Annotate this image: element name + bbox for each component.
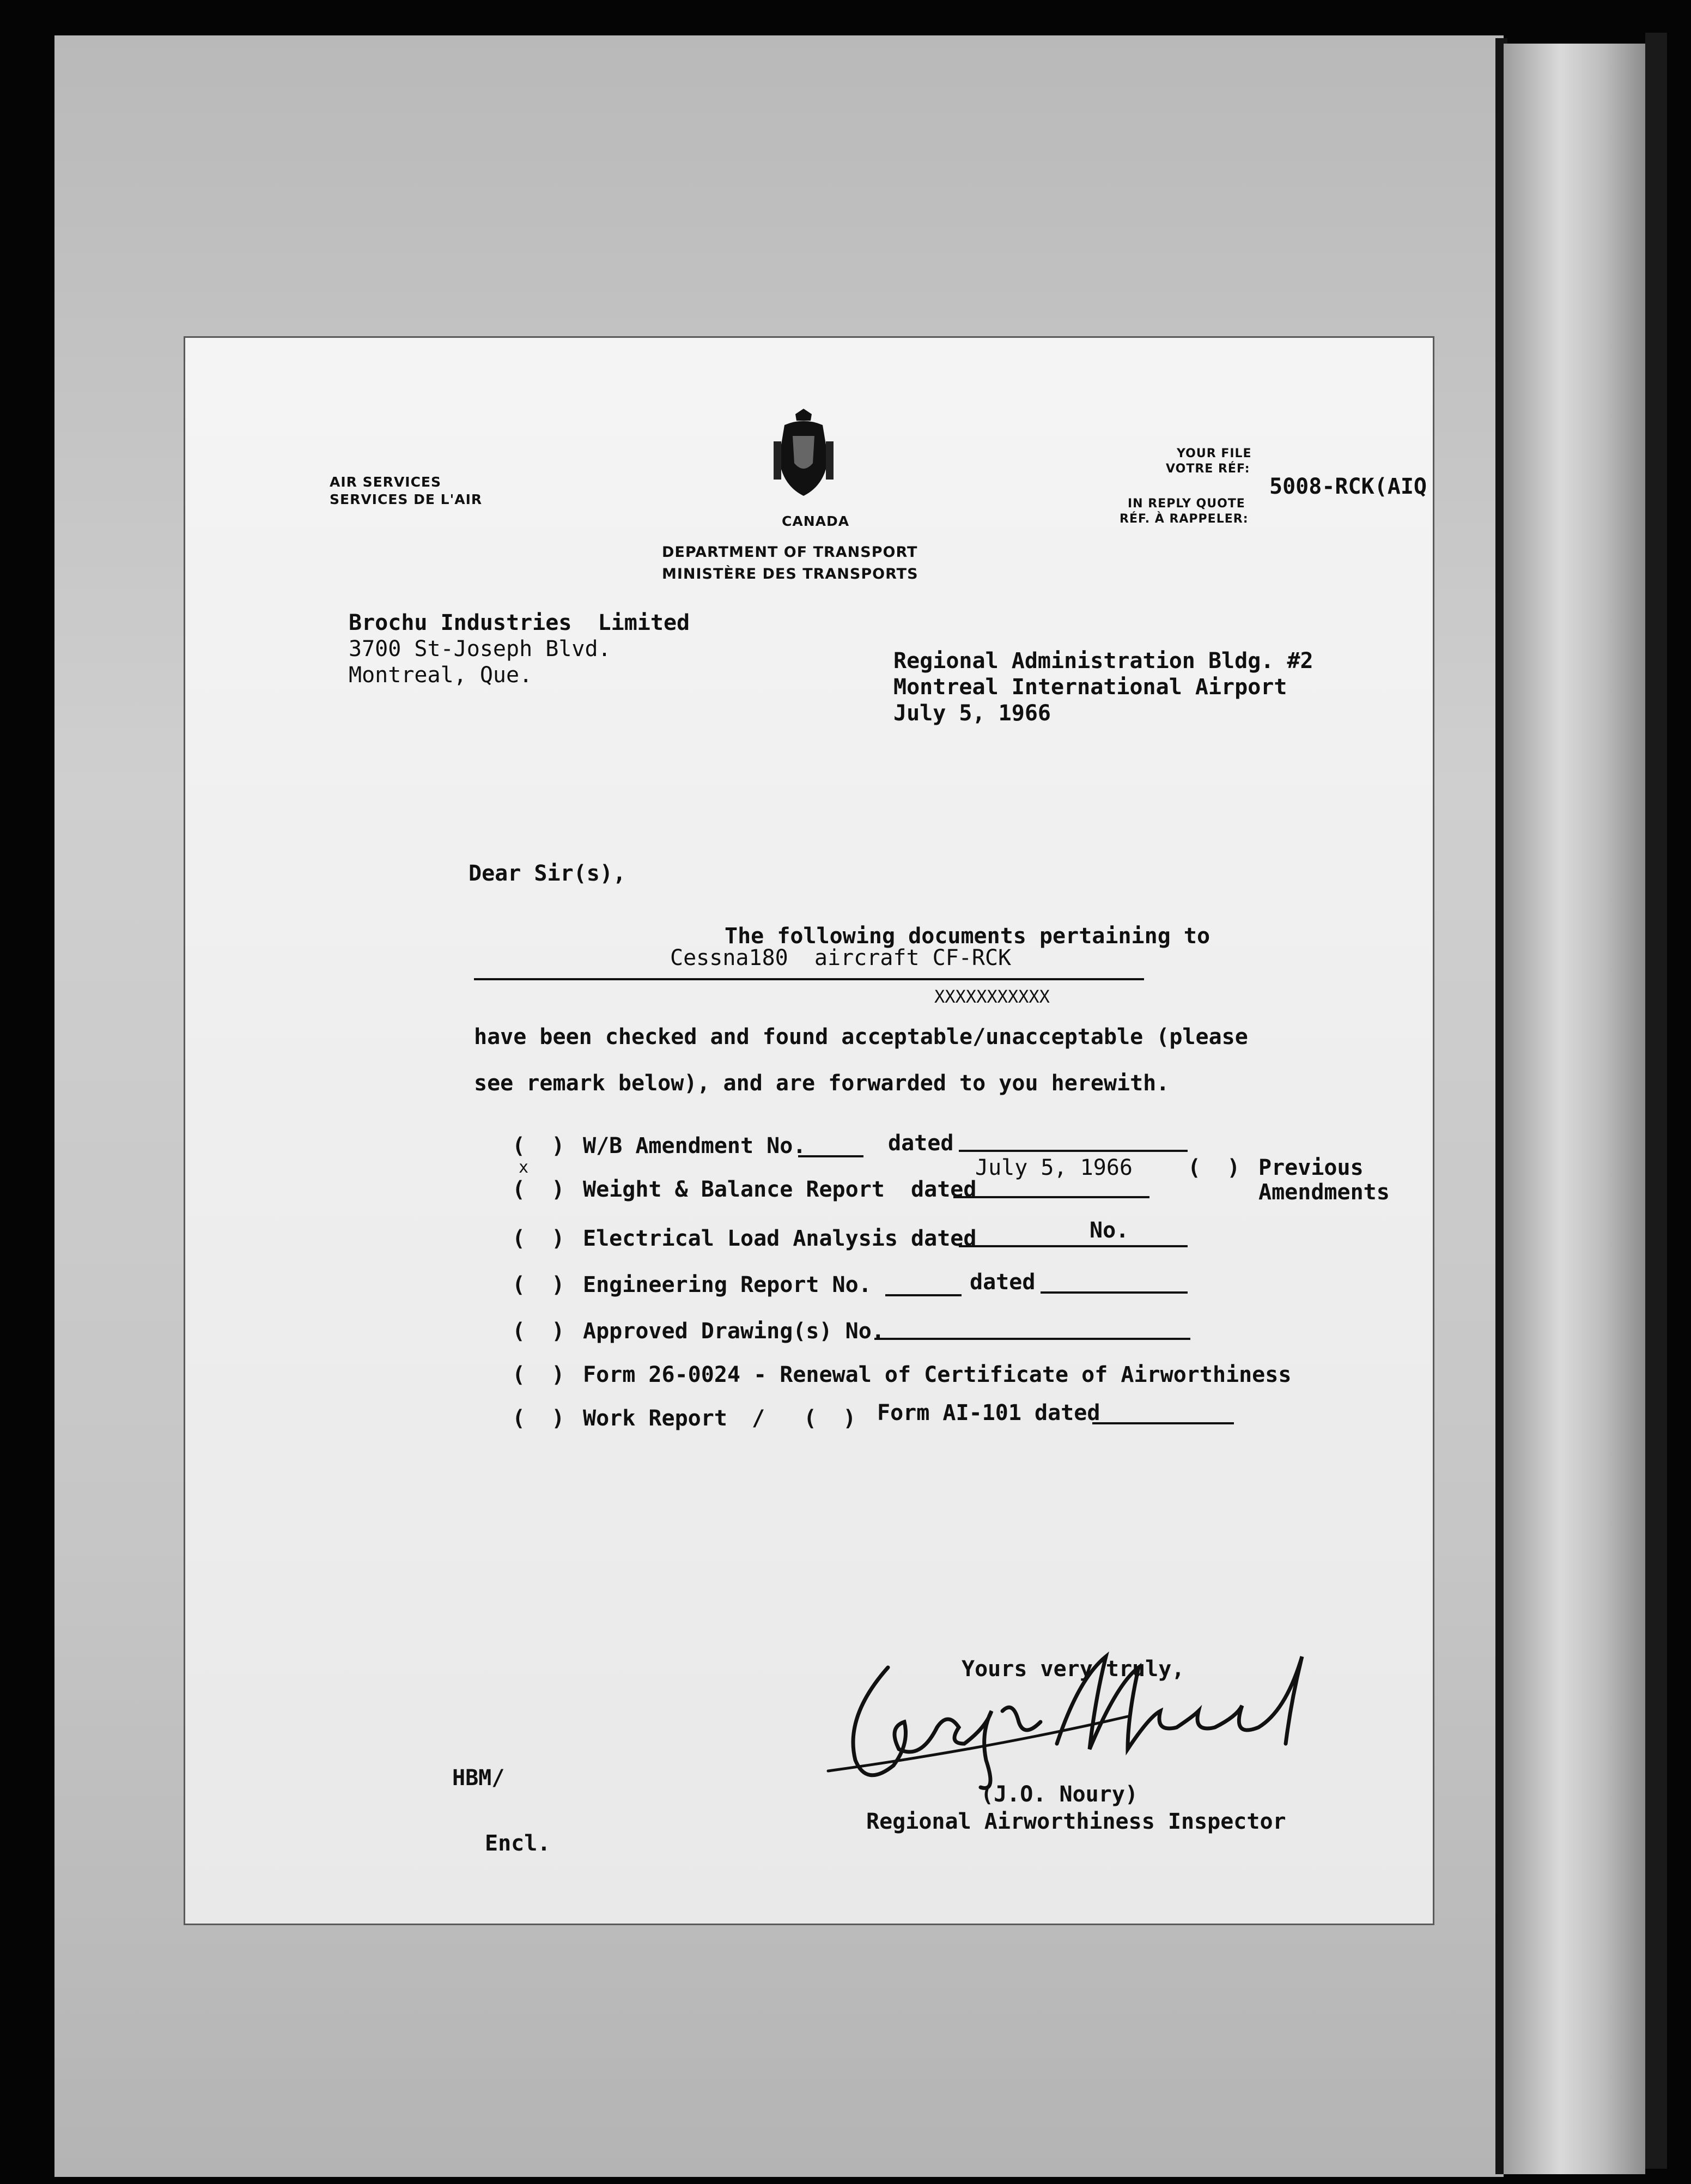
signatory-name: (J.O. Noury): [981, 1782, 1138, 1807]
checkbox-work-report: ( ): [512, 1406, 565, 1431]
aircraft-underline: [474, 978, 1144, 980]
signature-icon: [823, 1635, 1313, 1798]
electrical-no: No.: [1090, 1218, 1129, 1243]
wb-amendment-date-line: [959, 1150, 1188, 1152]
votre-ref-label: VOTRE RÉF:: [1166, 462, 1250, 476]
canada-crest-icon: [763, 409, 844, 501]
checkbox-form-ai101: ( ): [804, 1406, 856, 1431]
letter-sheet: [185, 338, 1433, 1924]
previous-label: Previous: [1258, 1155, 1364, 1180]
checkbox-wb-amendment: ( ): [512, 1133, 565, 1158]
letter-date: July 5, 1966: [893, 701, 1051, 726]
closing-phrase: Yours very truly,: [962, 1657, 1185, 1682]
amendments-label: Amendments: [1258, 1180, 1390, 1205]
file-number: 5008-RCK(AIQ: [1269, 474, 1427, 499]
wb-amendment-dated: dated: [888, 1131, 954, 1156]
signatory-title: Regional Airworthiness Inspector: [866, 1809, 1286, 1834]
checkbox-electrical: ( ): [512, 1226, 565, 1251]
aircraft-line: Cessna180 aircraft CF-RCK: [670, 945, 1012, 970]
recipient-name: Brochu Industries Limited: [349, 610, 690, 635]
form-ai101-label: Form AI-101 dated: [877, 1400, 1100, 1425]
form-26-label: Form 26-0024 - Renewal of Certificate of Airworthiness: [583, 1362, 1292, 1387]
recipient-street: 3700 St-Joseph Blvd.: [349, 636, 611, 662]
checkbox-drawings: ( ): [512, 1319, 565, 1344]
wb-report-date: July 5, 1966: [975, 1155, 1133, 1180]
letterhead-services-air: SERVICES DE L'AIR: [330, 492, 483, 507]
recipient-city: Montreal, Que.: [349, 663, 533, 688]
wb-report-date-line: [953, 1196, 1149, 1198]
wb-amendment-label: W/B Amendment No.: [583, 1133, 806, 1158]
sender-building: Regional Administration Bldg. #2: [893, 648, 1313, 674]
drawings-no-line: [874, 1338, 1190, 1340]
engineering-no-line: [885, 1294, 962, 1296]
checked-line-1: have been checked and found acceptable/unacceptable (please: [474, 1024, 1248, 1049]
work-report-label: Work Report: [583, 1406, 727, 1431]
checkbox-form-26: ( ): [512, 1362, 565, 1387]
form-ai101-date-line: [1092, 1422, 1234, 1424]
drawings-label: Approved Drawing(s) No.: [583, 1319, 885, 1344]
checkbox-engineering: ( ): [512, 1272, 565, 1297]
checkbox-previous: ( ): [1188, 1155, 1240, 1180]
your-file-label: YOUR FILE: [1177, 447, 1252, 460]
engineering-label: Engineering Report No.: [583, 1272, 872, 1297]
checked-line-2: see remark below), and are forwarded to you herewith.: [474, 1071, 1170, 1096]
sender-airport: Montreal International Airport: [893, 675, 1287, 700]
side-gap: [1645, 33, 1667, 2169]
department-fr: MINISTÈRE DES TRANSPORTS: [662, 566, 919, 583]
letterhead-air-services: AIR SERVICES: [330, 474, 442, 490]
reply-quote-label: IN REPLY QUOTE: [1128, 497, 1245, 511]
department-en: DEPARTMENT OF TRANSPORT: [662, 544, 918, 561]
checkbox-wb-report: ( ): [512, 1177, 565, 1202]
intro-text: The following documents pertaining to: [725, 924, 1211, 949]
typist-initials: HBM/: [452, 1766, 505, 1791]
work-report-separator: /: [752, 1406, 765, 1431]
side-strip: [1504, 44, 1645, 2174]
engineering-dated: dated: [970, 1270, 1036, 1295]
wb-report-mark: x: [519, 1158, 529, 1177]
enclosure-label: Encl.: [485, 1831, 551, 1856]
strike-marks: XXXXXXXXXXX: [934, 986, 1050, 1007]
salutation: Dear Sir(s),: [469, 861, 626, 886]
engineering-date-line: [1041, 1291, 1188, 1294]
wb-report-label: Weight & Balance Report dated: [583, 1177, 977, 1202]
wb-amendment-no-line: [798, 1155, 863, 1157]
crest-caption: CANADA: [782, 513, 850, 529]
electrical-date-line: [959, 1245, 1188, 1247]
electrical-label: Electrical Load Analysis dated: [583, 1226, 977, 1251]
ref-rappeler-label: RÉF. À RAPPELER:: [1120, 512, 1249, 526]
